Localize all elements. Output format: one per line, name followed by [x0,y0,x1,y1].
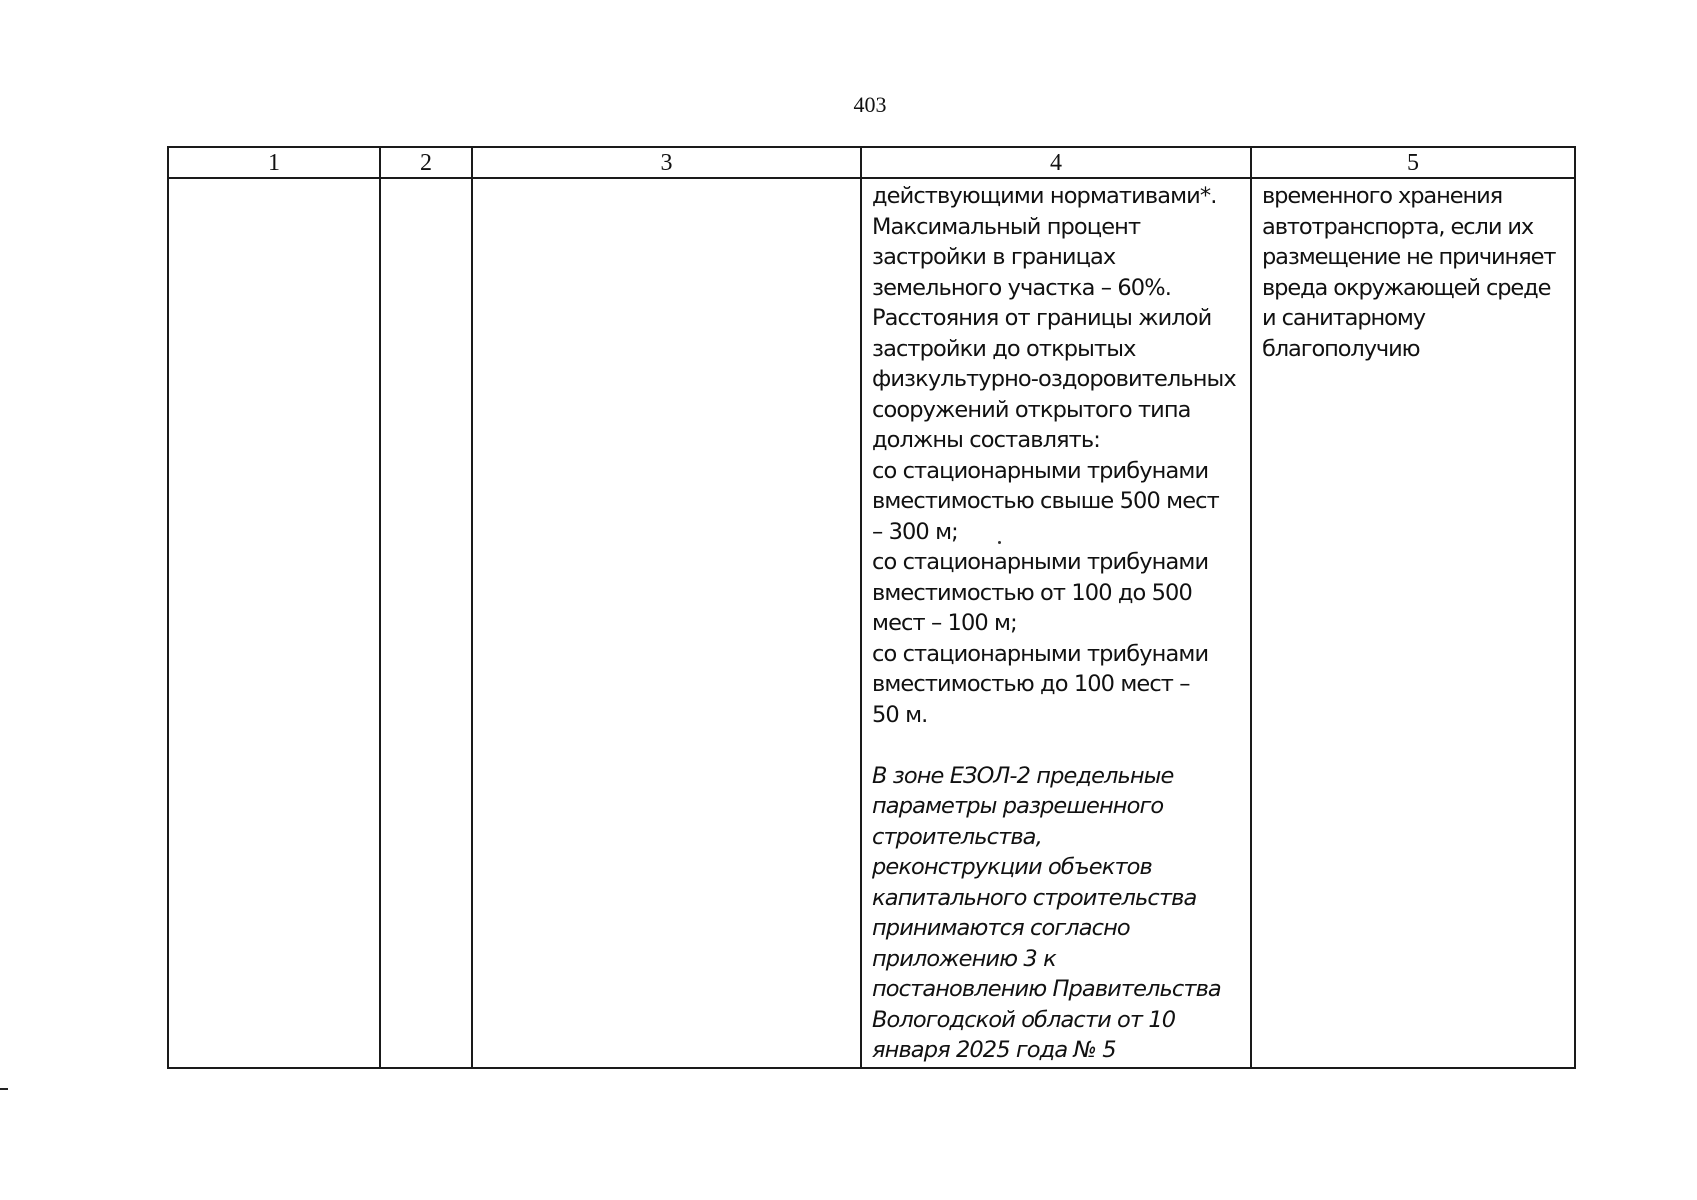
italic-text-line: января 2025 года № 5 [872,1037,1116,1063]
italic-text-line: В зоне ЕЗОЛ-2 предельные [872,762,1174,789]
text-line: вместимостью от 100 до 500 [872,579,1192,606]
text-line: автотранспорта, если их [1262,213,1534,240]
scan-mark [0,1088,8,1090]
paragraph-gap [872,730,1246,761]
italic-text-line: реконструкции объектов [872,854,1152,880]
text-line: застройки в границах [872,244,1116,270]
regulation-table [167,146,1576,1069]
text-line: должны составлять: [872,427,1100,453]
column-header-3: 3 [472,147,861,178]
italic-text-line: параметры разрешенного [872,793,1164,819]
italic-text-line: капитального строительства [872,884,1197,911]
scan-speck [998,541,1001,544]
text-line: и санитарному [1262,305,1425,331]
page-number: 403 [853,92,887,117]
text-line: Расстояния от границы жилой [872,305,1212,331]
column-header-4: 4 [861,147,1251,178]
column-header-5: 5 [1251,147,1575,178]
text-line: благополучию [1262,335,1420,362]
text-line: размещение не причиняет [1262,244,1556,270]
text-line: действующими нормативами*. [872,183,1217,209]
text-line: вместимостью свыше 500 мест [872,488,1219,514]
text-line: застройки до открытых [872,335,1136,362]
header-row [168,147,1575,178]
cell-col-4 [861,178,1251,1068]
italic-text-line: приложению 3 к [872,945,1056,972]
italic-text-line: принимаются согласно [872,915,1130,941]
text-line: со стационарными трибунами [872,457,1209,484]
text-line: со стационарными трибунами [872,549,1209,575]
text-line: вреда окружающей среде [1262,274,1551,301]
text-line: со стационарными трибунами [872,640,1209,667]
italic-text-line: строительства, [872,823,1042,850]
text-line: мест – 100 м; [872,610,1017,636]
table-row [168,178,1575,1068]
column-header-2: 2 [380,147,472,178]
cell-col-3 [472,178,861,1068]
cell-col-2 [380,178,472,1068]
text-line: Максимальный процент [872,213,1141,240]
cell-col-5 [1251,178,1575,1068]
text-line: земельного участка – 60%. [872,274,1171,301]
column-header-1: 1 [168,147,380,178]
text-line: 50 м. [872,701,928,728]
text-line: вместимостью до 100 мест – [872,671,1190,697]
text-line: сооружений открытого типа [872,396,1191,423]
text-line: временного хранения [1262,183,1503,209]
italic-text-line: постановлению Правительства [872,976,1221,1002]
text-line: – 300 м; [872,518,958,545]
cell-col-1 [168,178,380,1068]
parameters-text [862,179,1250,1066]
italic-text-line: Вологодской области от 10 [872,1006,1176,1033]
text-line: физкультурно-оздоровительных [872,366,1236,392]
permitted-use-text [1252,179,1574,364]
